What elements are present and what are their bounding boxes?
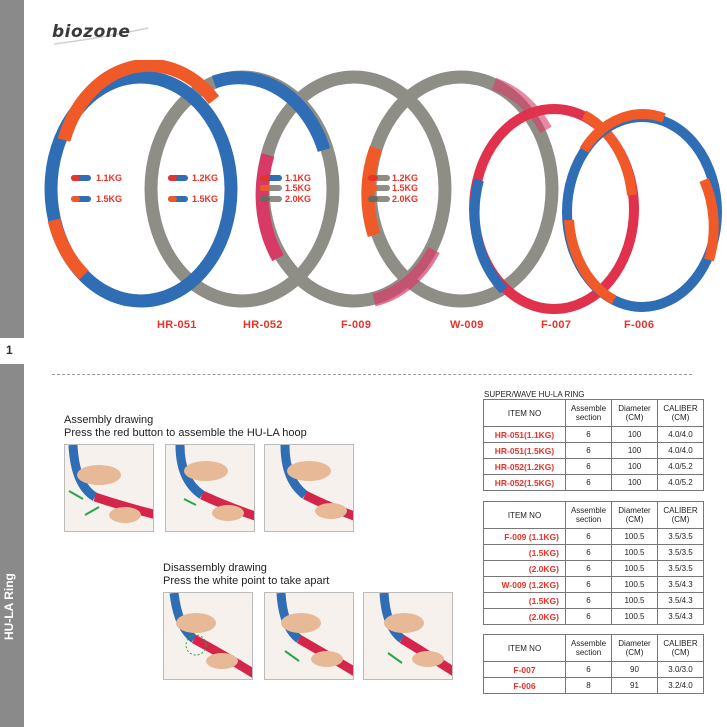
- header-sections: Assemble section: [566, 502, 612, 529]
- table-row: HR-051(1.5KG) 6 100 4.0/4.0: [484, 443, 704, 459]
- spec-table-1: [483, 399, 704, 491]
- hoop-f006: [567, 114, 717, 307]
- assembly-instruction: Press the red button to assemble the HU-LA hoop: [64, 427, 307, 439]
- header-caliber: CALIBER (CM): [658, 502, 704, 529]
- assembly-title: Assembly drawing: [64, 414, 154, 426]
- disassembly-photo-1: [163, 592, 253, 680]
- header-item: ITEM NO: [484, 635, 566, 662]
- hoops-illustration: [24, 60, 727, 340]
- table-row: HR-052(1.5KG) 6 100 4.0/5.2: [484, 475, 704, 491]
- side-bar: [0, 0, 24, 727]
- table-row: HR-052(1.2KG) 6 100 4.0/5.2: [484, 459, 704, 475]
- header-caliber: CALIBER (CM): [658, 400, 704, 427]
- header-item: ITEM NO: [484, 400, 566, 427]
- weight-label: 1.5KG: [285, 183, 312, 193]
- weight-label: 1.1KG: [96, 173, 123, 183]
- table-row: F-006 8 91 3.2/4.0: [484, 678, 704, 694]
- hoop-label-hr051: HR-051: [157, 319, 197, 331]
- header-caliber: CALIBER (CM): [658, 635, 704, 662]
- header-sections: Assemble section: [566, 400, 612, 427]
- assembly-photo-3: [264, 444, 354, 532]
- table-row: F-009 (1.1KG) 6 100.5 3.5/3.5: [484, 529, 704, 545]
- table-row: HR-051(1.1KG) 6 100 4.0/4.0: [484, 427, 704, 443]
- weight-label: 1.5KG: [96, 194, 123, 204]
- header-sections: Assemble section: [566, 635, 612, 662]
- disassembly-instruction: Press the white point to take apart: [163, 575, 330, 587]
- page-number: 1: [6, 343, 13, 357]
- weight-label: 1.5KG: [192, 194, 219, 204]
- hoop-hr051: [51, 65, 231, 301]
- brand-logo: biozone: [52, 22, 131, 42]
- hoop-label-hr052: HR-052: [243, 319, 283, 331]
- assembly-photo-2: [165, 444, 255, 532]
- spec-table-2: [483, 501, 704, 625]
- assembly-photo-1: [64, 444, 154, 532]
- header-diameter: Diameter (CM): [612, 502, 658, 529]
- hoop-label-f009: F-009: [341, 319, 372, 331]
- weight-label: 1.5KG: [392, 183, 419, 193]
- header-diameter: Diameter (CM): [612, 400, 658, 427]
- hoop-label-w009: W-009: [450, 319, 484, 331]
- table-row: W-009 (1.2KG) 6 100.5 3.5/4.3: [484, 577, 704, 593]
- disassembly-photo-2: [264, 592, 354, 680]
- header-item: ITEM NO: [484, 502, 566, 529]
- table-row: F-007 6 90 3.0/3.0: [484, 662, 704, 678]
- side-label: HU-LA Ring: [2, 573, 16, 640]
- table-row: (1.5KG) 6 100.5 3.5/4.3: [484, 593, 704, 609]
- weight-label: 1.2KG: [392, 173, 419, 183]
- weight-label: 1.1KG: [285, 173, 312, 183]
- disassembly-photo-3: [363, 592, 453, 680]
- hoop-label-f007: F-007: [541, 319, 572, 331]
- spec-table-3: [483, 634, 704, 694]
- weight-label: 1.2KG: [192, 173, 219, 183]
- weight-label: 2.0KG: [392, 194, 419, 204]
- table-row: (1.5KG) 6 100.5 3.5/3.5: [484, 545, 704, 561]
- table-row: (2.0KG) 6 100.5 3.5/3.5: [484, 561, 704, 577]
- header-diameter: Diameter (CM): [612, 635, 658, 662]
- hoop-label-f006: F-006: [624, 319, 655, 331]
- weight-label: 2.0KG: [285, 194, 312, 204]
- section-divider: [52, 374, 692, 375]
- spec-table-title: SUPER/WAVE HU-LA RING: [484, 390, 585, 399]
- disassembly-title: Disassembly drawing: [163, 562, 267, 574]
- table-row: (2.0KG) 6 100.5 3.5/4.3: [484, 609, 704, 625]
